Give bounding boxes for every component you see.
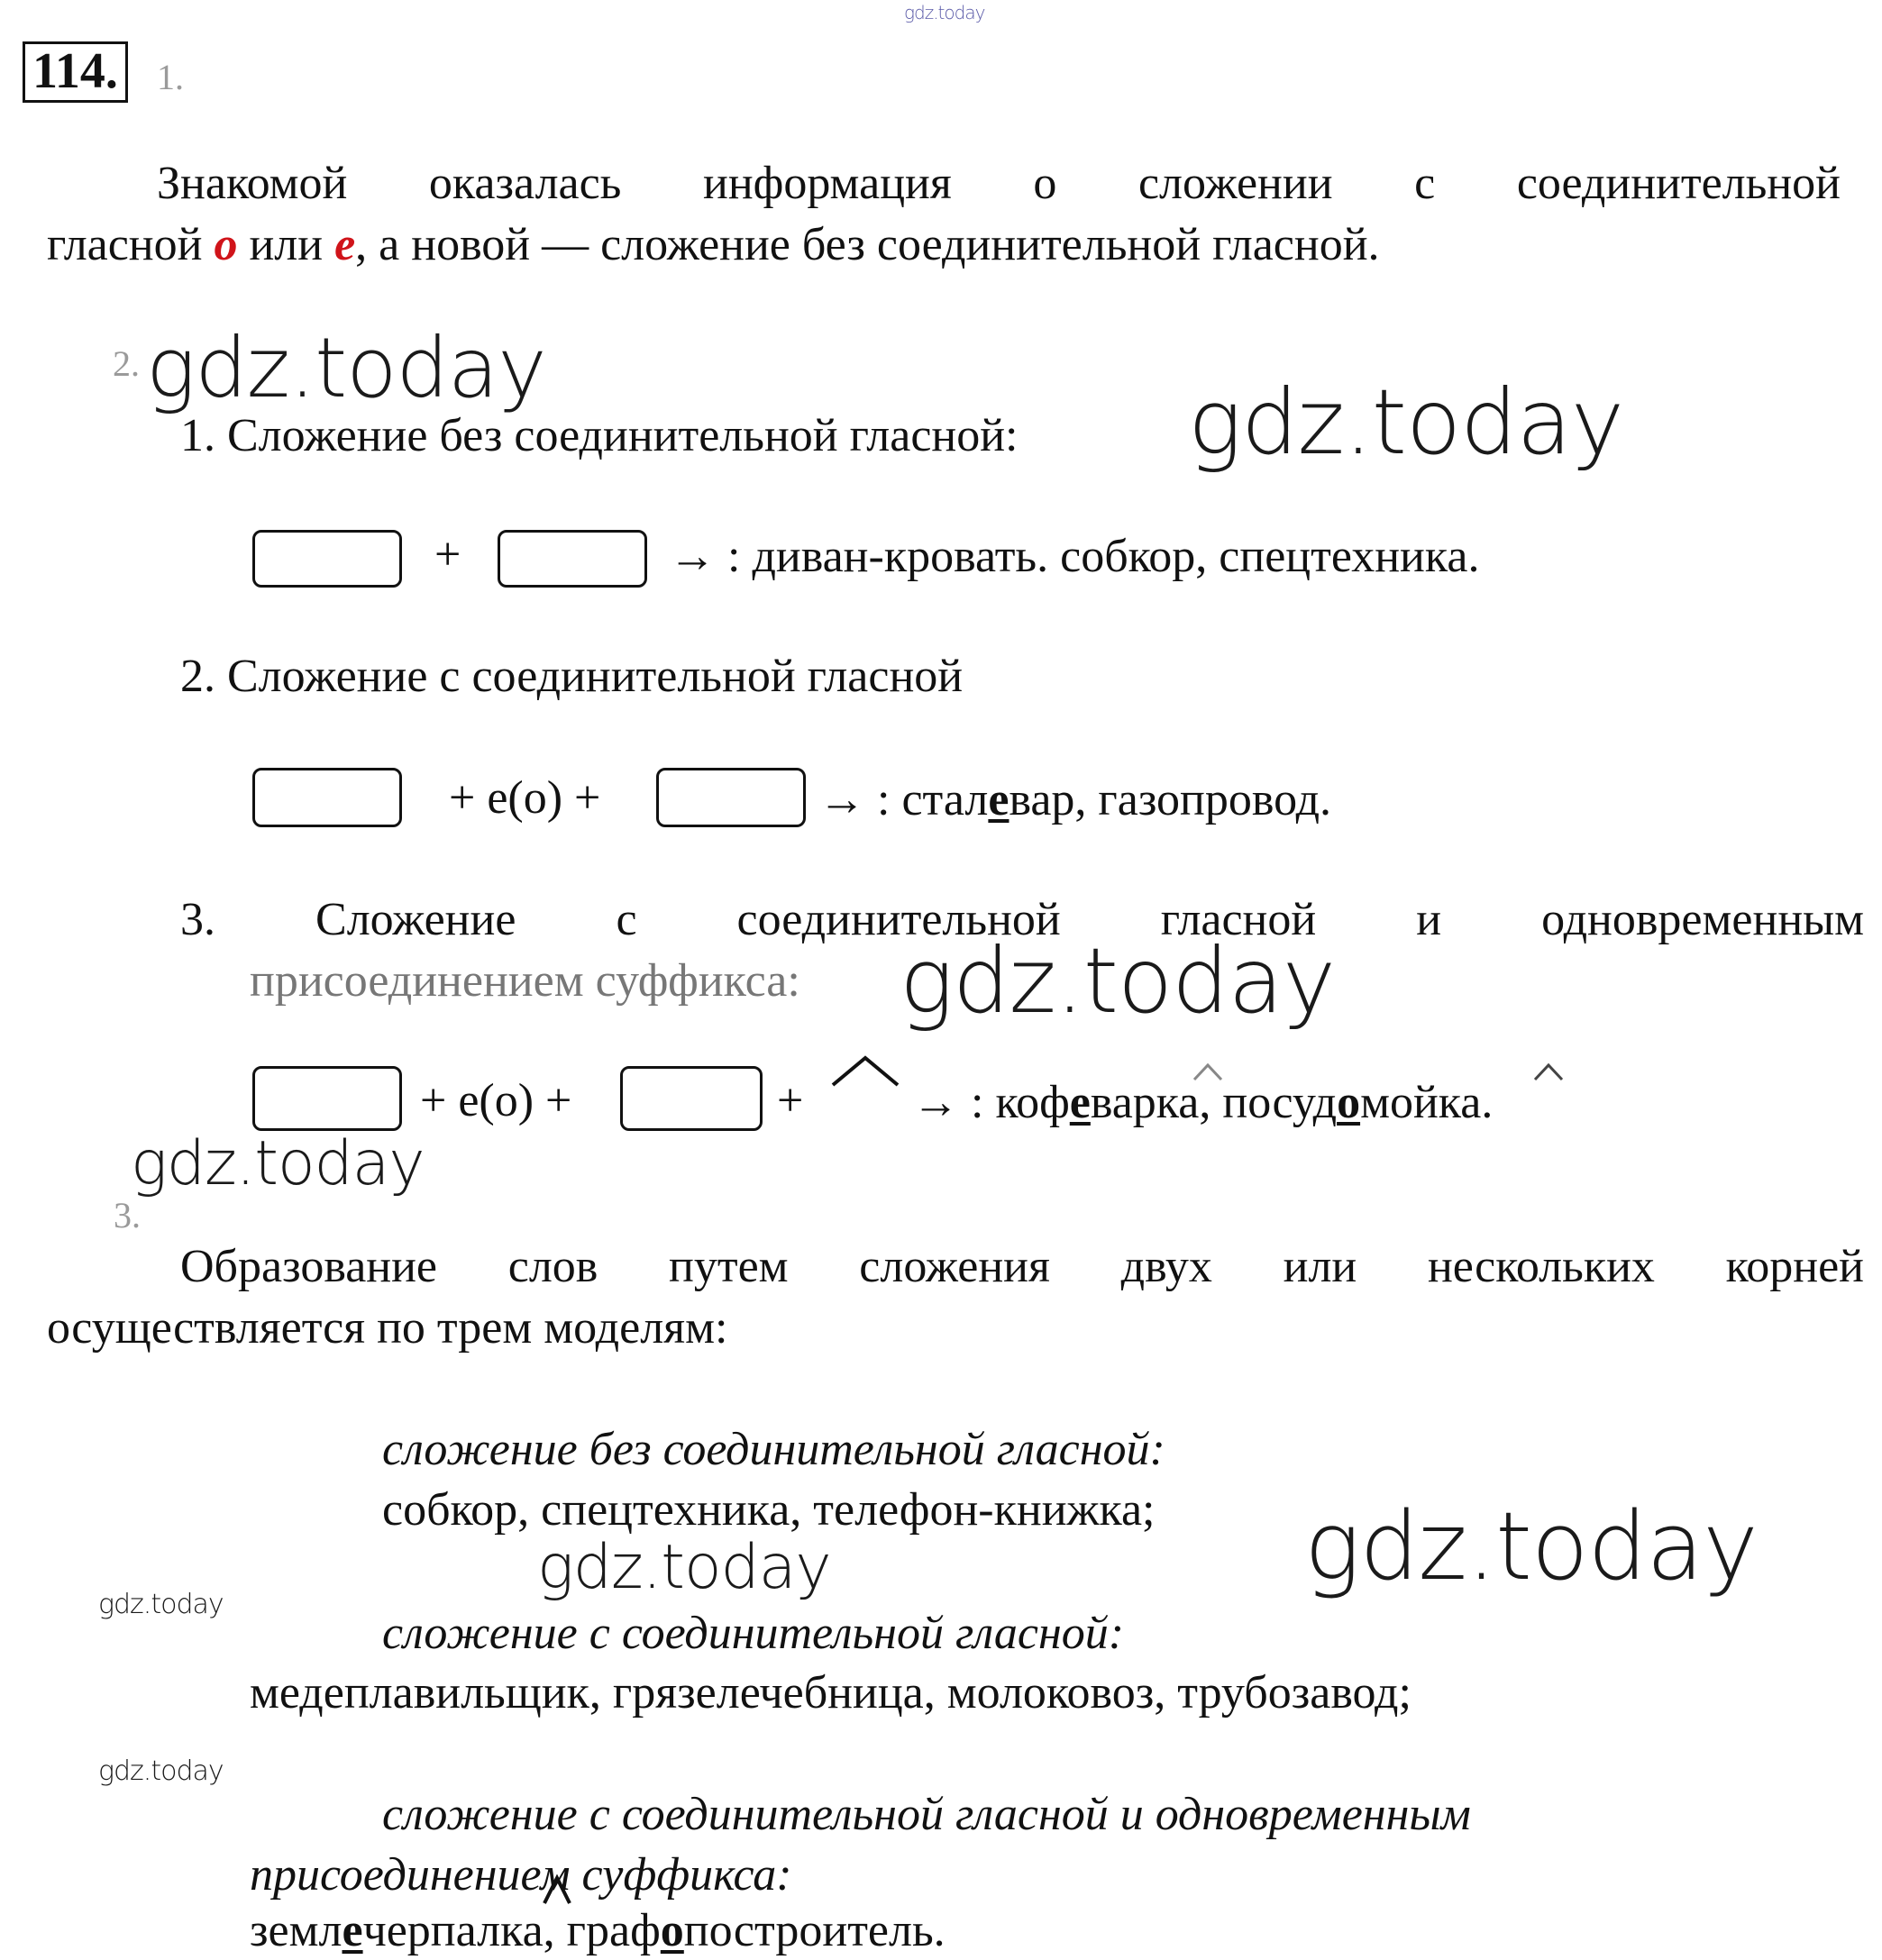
model-3-plus-vowel: + е(о) + bbox=[420, 1075, 572, 1126]
watermark-5: gdz.today bbox=[1304, 1491, 1758, 1601]
watermark-2: gdz.today bbox=[1188, 369, 1624, 475]
model-2-ex-pre: → : стал bbox=[818, 774, 989, 825]
model-1-title: 1. Сложение без соединительной гласной: bbox=[180, 410, 1019, 461]
p1-line1: Знакомой оказалась информация о сложении с соединительной bbox=[157, 158, 1841, 209]
list-ex2: медеплавильщик, грязелечебница, молоковоз, трубозавод; bbox=[250, 1667, 1412, 1718]
p3-line2: осуществляется по трем моделям: bbox=[47, 1302, 728, 1354]
model-2-examples bbox=[818, 774, 1332, 825]
model-3-line1: 3. Сложение с соединительной гласной и одновременным bbox=[180, 894, 1864, 945]
p1-line2 bbox=[47, 219, 1380, 270]
model-2-title: 2. Сложение с соединительной гласной bbox=[180, 651, 964, 702]
model-3-plus: + bbox=[777, 1075, 804, 1126]
task-number: 114. bbox=[23, 41, 128, 103]
model-3-line2: присоединением суффикса: bbox=[250, 955, 800, 1007]
list-h3b: присоединенuем суффикса: bbox=[250, 1849, 792, 1901]
suffix-caret-icon bbox=[541, 1873, 573, 1905]
root-box-2b bbox=[656, 768, 806, 827]
list-ex3-vowel-2: о bbox=[660, 1905, 684, 1956]
watermark-8: gdz.today bbox=[98, 1755, 224, 1787]
list-ex3 bbox=[250, 1905, 946, 1956]
model-2-ex-post: вар, газопровод. bbox=[1009, 774, 1332, 825]
list-ex3-vowel-1: е bbox=[342, 1905, 363, 1956]
model-3-examples bbox=[912, 1077, 1494, 1128]
list-h1: сложение без соединительной гласной: bbox=[382, 1424, 1165, 1475]
root-box-2a bbox=[252, 768, 402, 827]
root-box-1a bbox=[252, 530, 402, 588]
list-ex3-c: построитель. bbox=[683, 1905, 946, 1956]
list-h2: сложение с соединительной гласной: bbox=[382, 1608, 1125, 1659]
p1-line2-b: или bbox=[237, 219, 335, 270]
p1-line2-a: гласной bbox=[47, 219, 215, 270]
top-watermark: gdz.today bbox=[904, 2, 985, 23]
model-2-plus-vowel-text: + е(о) + bbox=[449, 772, 601, 824]
watermark-7: gdz.today bbox=[98, 1589, 224, 1620]
model-3-ex-post: мойка. bbox=[1360, 1077, 1494, 1128]
watermark-4: gdz.today bbox=[131, 1128, 425, 1199]
model-2-plus-vowel bbox=[449, 772, 601, 824]
watermark-1: gdz.today bbox=[146, 320, 546, 416]
model-3-ex-pre: → : коф bbox=[912, 1077, 1070, 1128]
model-1-examples: → : диван-кровать. собкор, спецтехника. bbox=[669, 531, 1480, 582]
part-2-label: 2. bbox=[113, 343, 140, 384]
root-box-1b bbox=[498, 530, 647, 588]
model-3-vowel-2: о bbox=[1337, 1077, 1361, 1128]
list-h3a: сложение с соединительной гласной и одновременным bbox=[382, 1789, 1471, 1840]
vowel-o: о bbox=[214, 219, 238, 270]
p3-line1: Образование слов путем сложения двух или нескольких корней bbox=[180, 1241, 1864, 1292]
model-3-ex-mid: варка, посуд bbox=[1090, 1077, 1338, 1128]
root-box-3b bbox=[620, 1066, 763, 1131]
model-1-plus: + bbox=[434, 529, 461, 580]
suffix-mark-1-icon bbox=[1192, 1062, 1224, 1081]
list-ex3-a: земл bbox=[250, 1905, 343, 1956]
model-2-vowel: е bbox=[988, 774, 1010, 825]
vowel-e: е bbox=[334, 219, 356, 270]
part-1-label: 1. bbox=[157, 57, 184, 97]
watermark-6: gdz.today bbox=[537, 1532, 831, 1603]
list-ex1: собкор, спецтехника, телефон-книжка; bbox=[382, 1484, 1156, 1536]
list-ex3-b: черпалка, граф bbox=[362, 1905, 661, 1956]
watermark-3: gdz.today bbox=[900, 928, 1336, 1034]
model-3-vowel-1: е bbox=[1069, 1077, 1091, 1128]
root-box-3a bbox=[252, 1066, 402, 1131]
part-3-label: 3. bbox=[114, 1195, 141, 1235]
suffix-icon bbox=[829, 1053, 901, 1089]
suffix-mark-2-icon bbox=[1532, 1062, 1565, 1081]
p1-line2-c: , а новой — сложение без соединительной гласной. bbox=[355, 219, 1380, 270]
